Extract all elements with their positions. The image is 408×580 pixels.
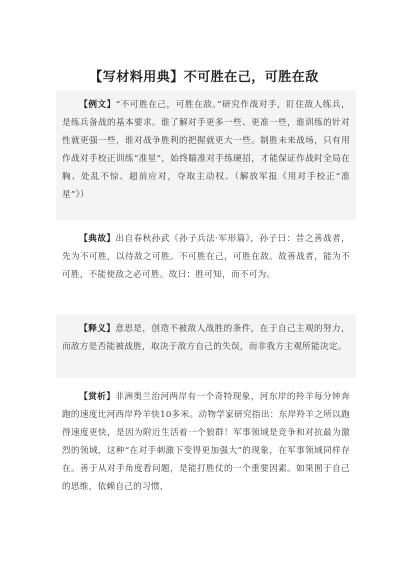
page-title: 【写材料用典】不可胜在己，可胜在敌 <box>89 70 319 85</box>
allusion-tag: 【典故】 <box>79 234 116 244</box>
appreciation-section <box>56 382 356 572</box>
explanation-section <box>56 314 356 378</box>
appreciation-tag: 【赏析】 <box>79 392 116 402</box>
appreciation-text: 非洲奥兰治河两岸有一个奇特现象，河东岸的羚羊每分钟奔跑的速度比河西岸羚羊快10多米。动物学家研究指出：东岸羚羊之所以跑得速度更快，是因为附近生活着一个狼群！军事领域是竞争和对抗最为激烈的领域，这种“在对手刺激下变得更加强大”的现象，在军事领域同样存在。善于从对手角度看问题，是能打胜仗的一个重要因素。如果囿于自己的思维，依赖自己的习惯， <box>62 392 350 492</box>
explanation-tag: 【释义】 <box>79 324 116 334</box>
allusion-text: 出自春秋孙武《孙子兵法·军形篇》，孙子曰：昔之善战者，先为不可胜，以待敌之可胜。不可胜在己，可胜在敌。故善战者，能为不可胜，不能使敌之必可胜。故曰：胜可知，而不可为。 <box>62 234 350 280</box>
explanation-text: 意思是，创造不被敌人战胜的条件，在于自己主观的努力，而敌方是否能被战胜，取决于敌方自己的失误，而非我方主观所能决定。 <box>62 324 350 352</box>
example-text: “不可胜在己，可胜在敌。”研究作战对手，盯住敌人练兵，是练兵备战的基本要求。谁了解对手更多一些、更准一些，谁训练的针对性就更强一些，谁对战争胜利的把握就更大一些。制胜未来战场，只有用作战对手校正训练“准星”，始终瞄准对手练硬招，才能保证作战时全局在胸、处乱不惊、超前应对，夺取主动权。（解放军报《用对手校正“准星”》） <box>62 100 351 200</box>
example-tag: 【例文】 <box>79 100 116 110</box>
allusion-section <box>56 224 356 310</box>
example-section <box>56 90 356 220</box>
